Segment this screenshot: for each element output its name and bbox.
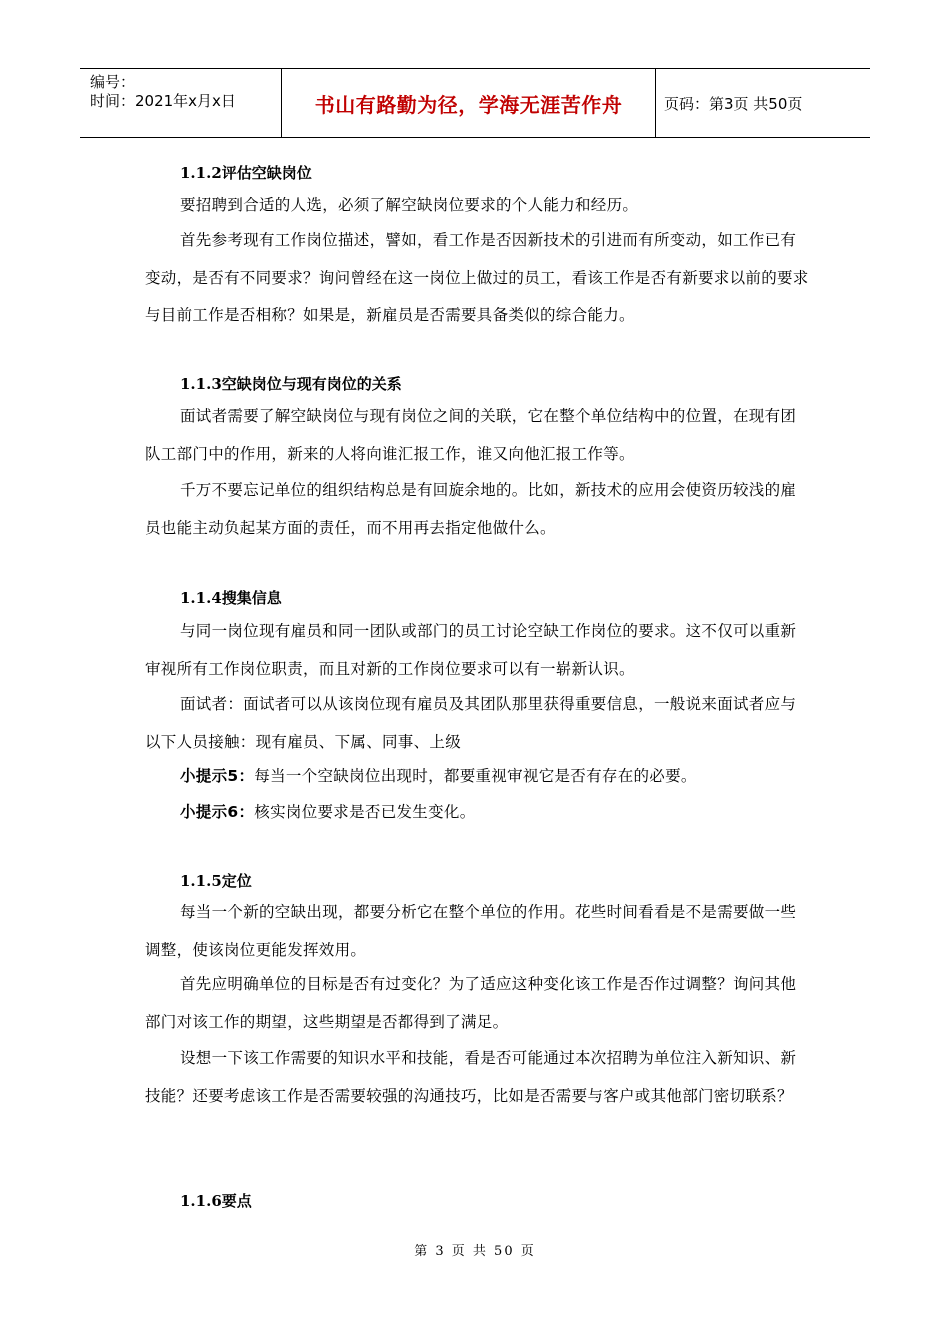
paragraph: 面试者需要了解空缺岗位与现有岗位之间的关联，它在整个单位结构中的位置，在现有团队工部门中的作用，新来的人将向谁汇报工作，谁又向他汇报工作等。: [145, 407, 797, 463]
tip-6-text: 核实岗位要求是否已发生变化。: [254, 803, 476, 821]
paragraph: 每当一个新的空缺出现，都要分析它在整个单位的作用。花些时间看看是不是需要做一些调整，使该岗位更能发挥效用。: [145, 903, 797, 959]
heading-1-1-2: 1.1.2评估空缺岗位: [180, 164, 312, 182]
tip-5: [180, 764, 697, 786]
paragraph: 首先应明确单位的目标是否有过变化？为了适应这种变化该工作是否作过调整？询问其他部门对该工作的期望，这些期望是否都得到了满足。: [145, 975, 797, 1031]
heading-1-1-5: 1.1.5定位: [180, 872, 252, 890]
tip-5-label: 小提示5：: [180, 767, 255, 785]
paragraph: 面试者：面试者可以从该岗位现有雇员及其团队那里获得重要信息，一般说来面试者应与以下人员接触：现有雇员、下属、同事、上级: [145, 695, 797, 751]
heading-1-1-3: 1.1.3空缺岗位与现有岗位的关系: [180, 375, 402, 393]
header-motto: 书山有路勤为径，学海无涯苦作舟: [281, 69, 656, 137]
header-number-label: 编号：: [90, 73, 136, 91]
tip-6-label: 小提示6：: [180, 803, 255, 821]
paragraph: 设想一下该工作需要的知识水平和技能，看是否可能通过本次招聘为单位注入新知识、新技能？还要考虑该工作是否需要较强的沟通技巧，比如是否需要与客户或其他部门密切联系？: [145, 1049, 797, 1105]
paragraph: 要招聘到合适的人选，必须了解空缺岗位要求的个人能力和经历。: [180, 196, 639, 214]
paragraph: 与同一岗位现有雇员和同一团队或部门的员工讨论空缺工作岗位的要求。这不仅可以重新审视所有工作岗位职责，而且对新的工作岗位要求可以有一崭新认识。: [145, 622, 797, 678]
header-meta: [90, 73, 280, 111]
heading-1-1-4: 1.1.4搜集信息: [180, 589, 282, 607]
page-header: [80, 68, 870, 138]
paragraph: 首先参考现有工作岗位描述，譬如，看工作是否因新技术的引进而有所变动，如工作已有变动，是否有不同要求？询问曾经在这一岗位上做过的员工，看该工作是否有新要求以前的要求与目前工作是否相称？如果是，新雇员是否需要具备类似的综合能力。: [145, 231, 809, 324]
header-time-label: 时间：2021年x月x日: [90, 92, 236, 110]
header-page-info: 页码：第3页 共50页: [664, 94, 803, 113]
paragraph: 千万不要忘记单位的组织结构总是有回旋余地的。比如，新技术的应用会使资历较浅的雇员也能主动负起某方面的责任，而不用再去指定他做什么。: [145, 481, 797, 537]
tip-5-text: 每当一个空缺岗位出现时，都要重视审视它是否有存在的必要。: [254, 767, 697, 785]
tip-6: [180, 800, 476, 822]
page-footer: 第 3 页 共 50 页: [414, 1244, 536, 1259]
heading-1-1-6: 1.1.6要点: [180, 1192, 252, 1210]
